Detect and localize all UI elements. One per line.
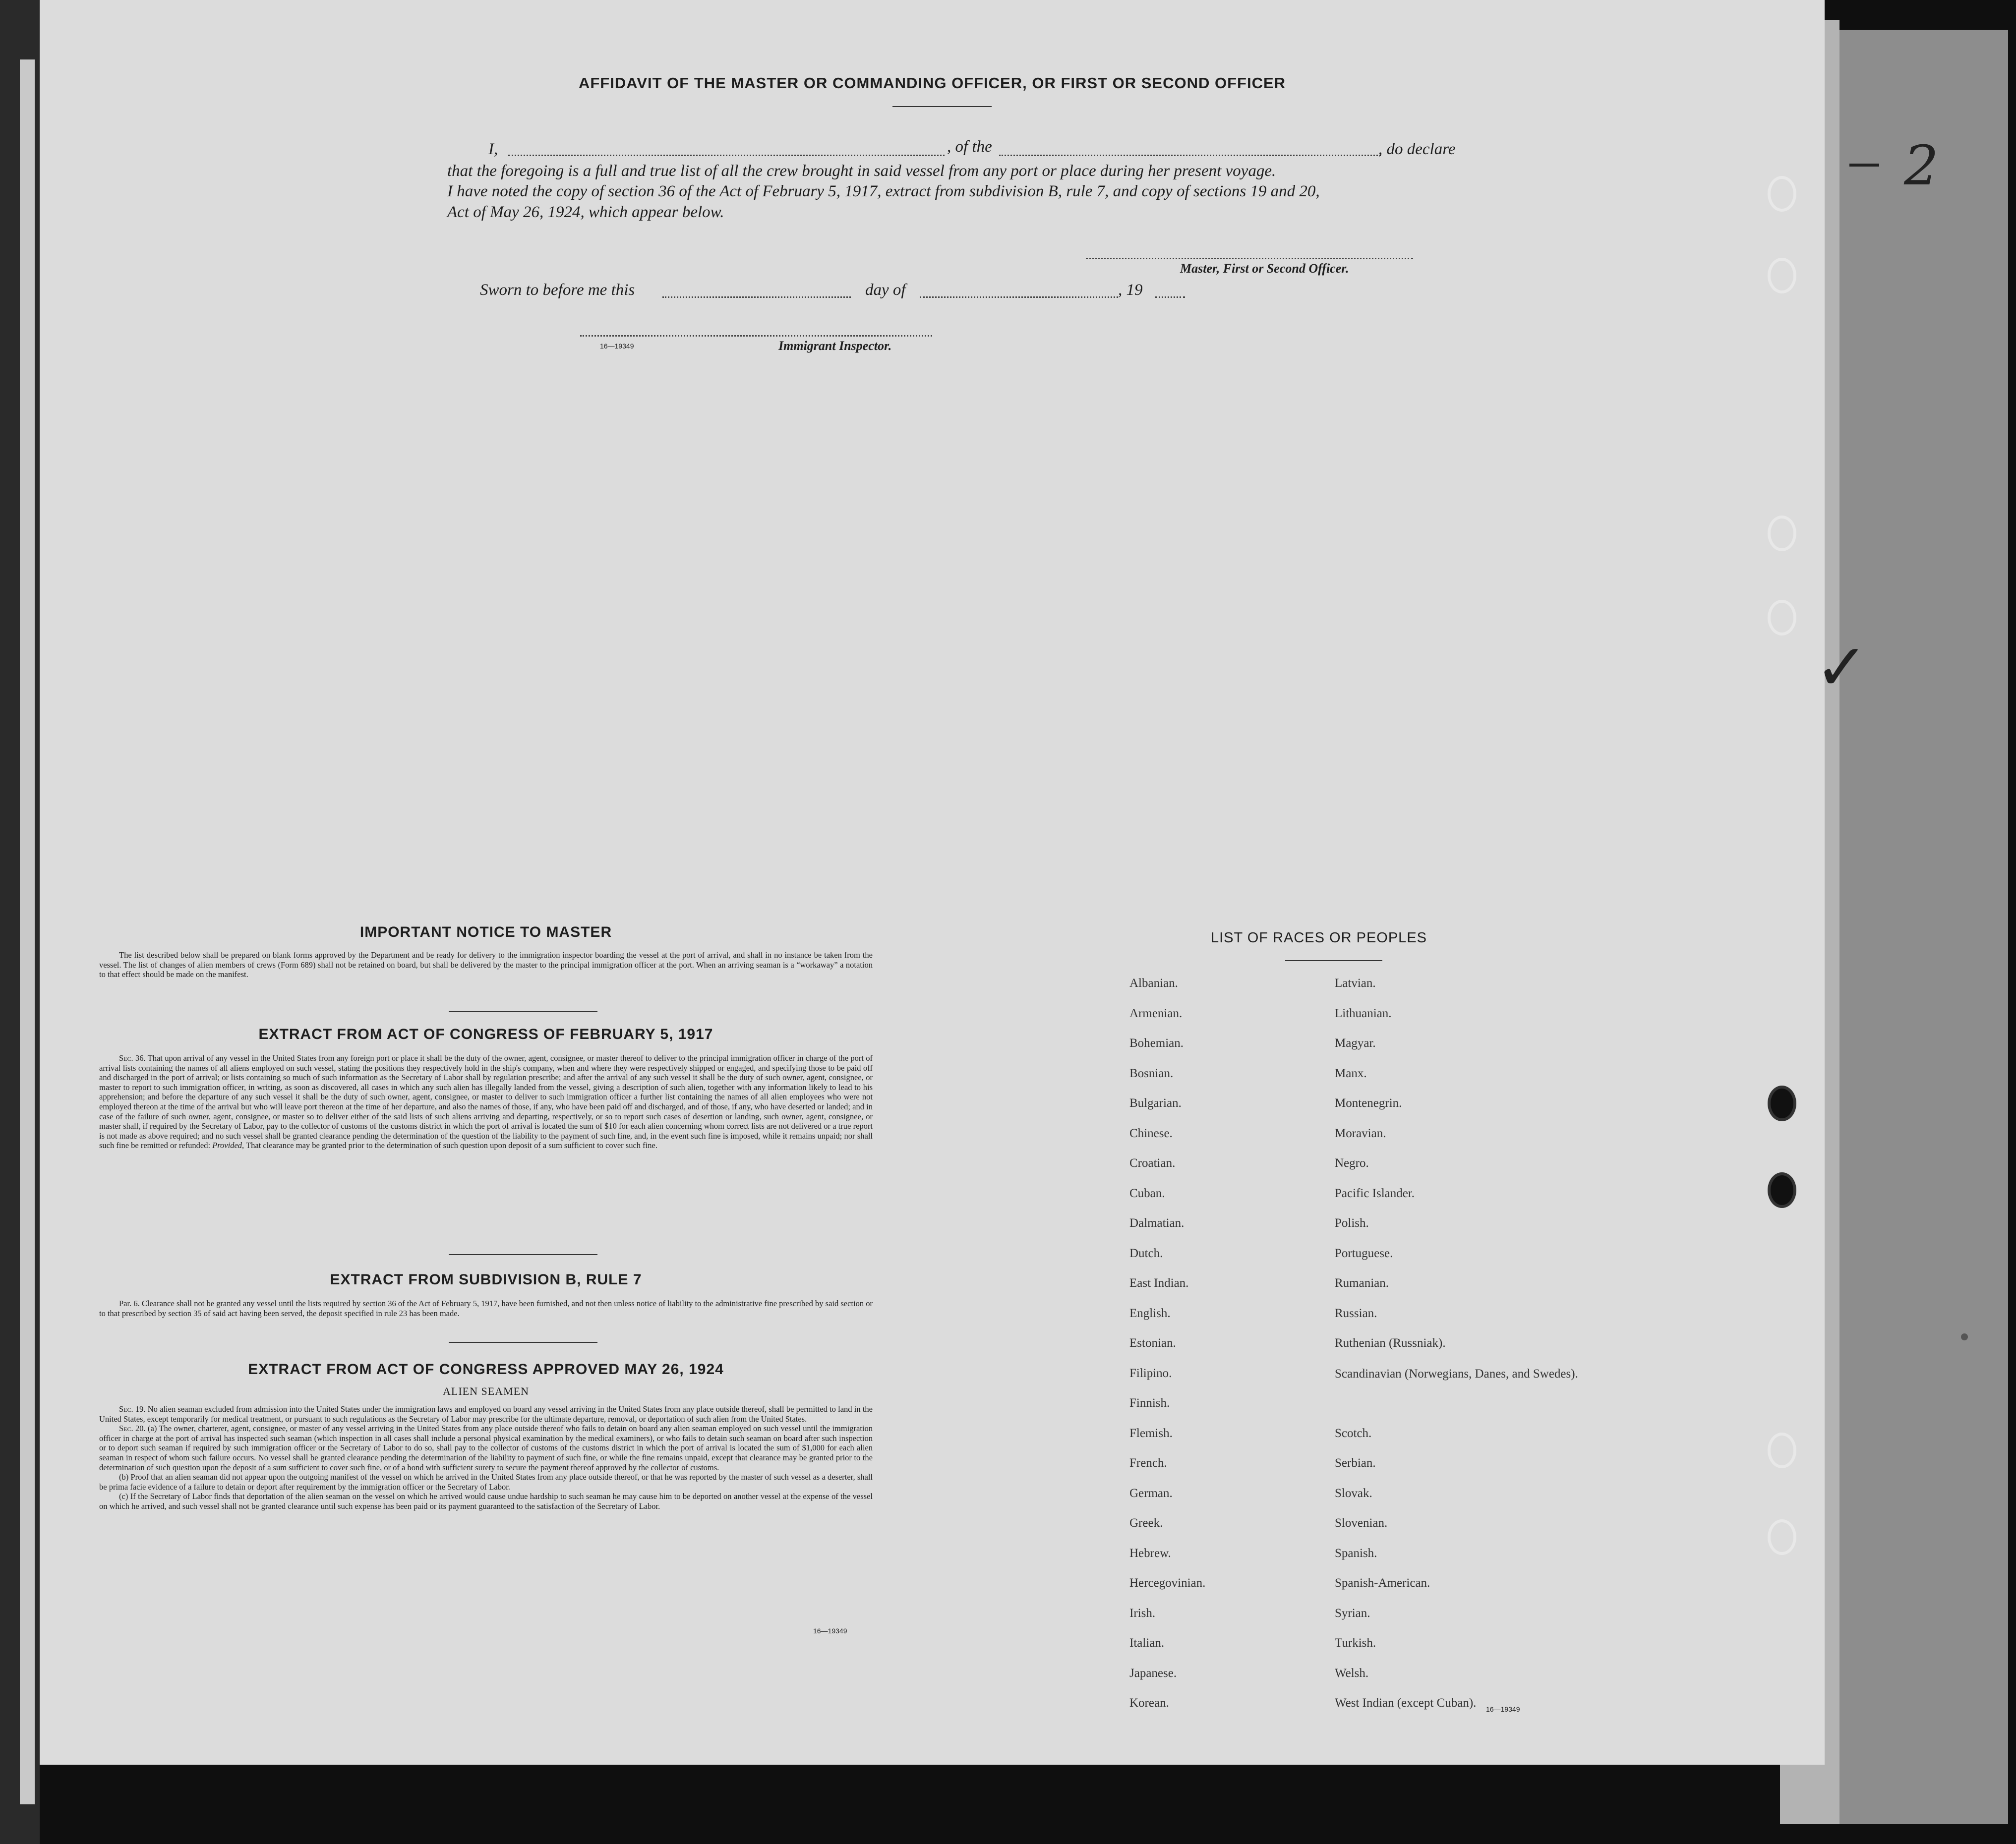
rule-7-text (99, 1299, 873, 1318)
left-page-edge (20, 59, 35, 1804)
sec-36-end: That clearance may be granted prior to the determination of such question upon deposit of a sum sufficient to cover such fine. (246, 1141, 657, 1151)
notice-paragraph: The list described below shall be prepared on blank forms approved by the Department and be ready for delivery to the immigration inspector boarding the vessel at the port of arrival, and shall in no instance be taken from the vessel. The list of changes of alien members of crews (Form 689) shall not be retained on board, but shall be delivered by the master to the principal immigration officer at the port. When an arriving seaman is a “workaway” a notation to that effect should be made on the manifest. (99, 950, 873, 980)
affidavit-line-4: Act of May 26, 1924, which appear below. (447, 203, 724, 221)
title-rule (892, 106, 992, 107)
race-item: Armenian. (1129, 1006, 1183, 1020)
sec-19-paragraph (99, 1404, 873, 1424)
name-blank[interactable] (508, 155, 945, 156)
race-item: Dutch. (1129, 1246, 1163, 1260)
race-item: Ruthenian (Russniak). (1335, 1336, 1446, 1350)
inspector-signature-line[interactable] (580, 335, 932, 337)
race-item: Magyar. (1335, 1037, 1376, 1050)
affidavit-declare: , do declare (1378, 140, 1456, 158)
race-item: Syrian. (1335, 1606, 1370, 1620)
binder-hole (1768, 1519, 1796, 1555)
race-item: Flemish. (1129, 1426, 1173, 1440)
binder-hole (1768, 1172, 1796, 1208)
notice-title: IMPORTANT NOTICE TO MASTER (359, 924, 612, 940)
affidavit-line-2: that the foregoing is a full and true list of all the crew brought in said vessel from any port or place during her present voyage. (447, 162, 1276, 180)
vessel-blank[interactable] (999, 155, 1381, 156)
extract-1924-title: EXTRACT FROM ACT OF CONGRESS APPROVED MAY 26, 1924 (248, 1361, 724, 1378)
race-item: Slovenian. (1335, 1516, 1388, 1530)
race-item: West Indian (except Cuban). (1335, 1696, 1477, 1710)
affidavit-form-number: 16—19349 (600, 342, 634, 350)
sec-36-label: Sec. 36. (119, 1053, 146, 1063)
handwritten-check-mark: ✓ (1815, 630, 1869, 705)
sworn-month-blank[interactable] (920, 296, 1118, 298)
race-item: Serbian. (1335, 1456, 1376, 1470)
races-rule (1285, 960, 1382, 961)
sec-20-label: Sec. 20. (119, 1424, 146, 1434)
extract-1917-text (99, 1053, 873, 1151)
race-item: Portuguese. (1335, 1246, 1393, 1260)
race-item: Montenegrin. (1335, 1096, 1402, 1110)
master-signature-line[interactable] (1086, 258, 1413, 259)
race-item: Scandinavian (Norwegians, Danes, and Swedes). (1335, 1367, 1578, 1381)
races-title: LIST OF RACES OR PEOPLES (1210, 930, 1427, 946)
ink-dot (1961, 1333, 1968, 1340)
affidavit-title: AFFIDAVIT OF THE MASTER OR COMMANDING OFFICER, OR FIRST OR SECOND OFFICER (578, 74, 1286, 92)
alien-seamen-heading: ALIEN SEAMEN (443, 1385, 529, 1397)
race-item: Estonian. (1129, 1336, 1176, 1350)
races-column-2 (1335, 977, 1578, 1727)
binder-hole (1768, 176, 1796, 212)
notice-rule (449, 1011, 597, 1012)
race-item: Spanish-American. (1335, 1576, 1430, 1590)
year-text: , 19 (1118, 281, 1143, 299)
rule-7-paragraph: Par. 6. Clearance shall not be granted any vessel until the lists required by section 36 of the Act of February 5, 1917, have been furnished, and not then unless notice of liability to the administrative fine prescribed by said section or to that prescribed by section 35 of said act having been served, the deposit specified in rule 23 has been made. (99, 1299, 873, 1318)
sec-20c-paragraph: (c) If the Secretary of Labor finds that deportation of the alien seaman on the vessel on which he arrived would cause undue hardship to such seaman he may cause him to be deported on another vessel at the expense of the vessel on which he arrived, and such vessel shall not be granted clearance until such expense has been paid or its payment guaranteed to the satisfaction of the Secretary of Labor. (99, 1492, 873, 1511)
race-item: Hercegovinian. (1129, 1576, 1206, 1590)
rule-7-title: EXTRACT FROM SUBDIVISION B, RULE 7 (330, 1271, 642, 1288)
binder-hole (1768, 600, 1796, 635)
race-item: Hebrew. (1129, 1546, 1171, 1560)
race-item: German. (1129, 1486, 1173, 1500)
race-item: Bulgarian. (1129, 1096, 1182, 1110)
sec-36-paragraph (99, 1053, 873, 1151)
race-item: Croatian. (1129, 1156, 1176, 1170)
race-item: Lithuanian. (1335, 1006, 1392, 1020)
day-of-text: day of (865, 281, 906, 299)
sec-20a-paragraph (99, 1424, 873, 1472)
binder-hole (1768, 258, 1796, 293)
race-item: Japanese. (1129, 1666, 1177, 1680)
sworn-day-blank[interactable] (662, 296, 851, 298)
race-item: Pacific Islander. (1335, 1186, 1415, 1200)
race-item: Scotch. (1335, 1426, 1372, 1440)
race-item: Spanish. (1335, 1546, 1377, 1560)
master-signature-label: Master, First or Second Officer. (1180, 261, 1349, 276)
sworn-text: Sworn to before me this (480, 281, 635, 299)
inspector-label: Immigrant Inspector. (778, 339, 892, 353)
race-item: East Indian. (1129, 1276, 1189, 1290)
race-item: Negro. (1335, 1156, 1369, 1170)
year-blank[interactable] (1155, 296, 1185, 298)
left-binding-strip (0, 0, 40, 1844)
race-item: Cuban. (1129, 1186, 1165, 1200)
sec-19-body: No alien seaman excluded from admission into the United States under the immigration laws and employed on board any vessel arriving in the United States from any place outside thereof, shall be permitted to land in the United States, except temporarily for medical treatment, or pursuant to such regulations as the Secretary of Labor may prescribe for the ultimate departure, removal, or deportation of such alien from the United States. (99, 1404, 873, 1424)
legal-form-number: 16—19349 (813, 1627, 847, 1635)
race-item: Filipino. (1129, 1366, 1172, 1380)
extract-1917-title: EXTRACT FROM ACT OF CONGRESS OF FEBRUARY 5, 1917 (258, 1026, 713, 1042)
race-item: Russian. (1335, 1306, 1377, 1320)
race-item: Slovak. (1335, 1486, 1372, 1500)
document-page (40, 0, 1825, 1765)
race-item: Chinese. (1129, 1126, 1173, 1140)
race-item: Dalmatian. (1129, 1216, 1185, 1230)
affidavit-of-the: , of the (947, 138, 992, 156)
race-item: Turkish. (1335, 1636, 1376, 1650)
rule-7-rule (449, 1342, 597, 1343)
provided-word: Provided, (212, 1141, 244, 1151)
race-item: Bosnian. (1129, 1066, 1174, 1080)
race-item: Albanian. (1129, 977, 1178, 990)
sec-20b-paragraph: (b) Proof that an alien seaman did not appear upon the outgoing manifest of the vessel on which he arrived in the United States from any place outside thereof, or that he was reported by the master of such vessel as a deserter, shall be prima facie evidence of a failure to detain or deport after requirement by the immigration officer or the Secretary of Labor. (99, 1472, 873, 1492)
affidavit-i: I, (488, 140, 498, 158)
race-item: Bohemian. (1129, 1037, 1184, 1050)
sec-36-body: That upon arrival of any vessel in the United States from any foreign port or place it shall be the duty of the owner, agent, consignee, or master thereof to deliver to the principal immigration officer in charge of the port of arrival lists containing the names of all aliens employed on such vessel, stating the positions they respectively hold in the ship's company, when and where they were respectively shipped or engaged, and specifying those to be paid off and discharged in the port of arrival; or lists containing so much of such information as the Secretary of Labor shall by regulation prescribe; and after the arrival of any such vessel it shall be the duty of such owner, agent, consignee, or master to report to such immigration officer, in writing, as soon as discovered, all cases in which any such alien has illegally landed from the vessel, giving a description of such alien, together with any information likely to lead to his apprehension; and before the departure of any such vessel it shall be the duty of such owner, agent, consignee, or master to deliver to such immigration officer a further list containing the names of all alien employees who were not employed thereon at the time of the arrival but who will leave port thereon at the time of her departure, and also the names of those, if any, who have been paid off and discharged, and of those, if any, who have deserted or landed; and in case of the failure of such owner, agent, consignee, or master so to deliver either of the said lists of such aliens arriving and departing, respectively, or so to report such cases of desertion or landing, such owner, agent, consignee, or master shall, if required by the Secretary of Labor, pay to the collector of customs of the customs district in which the port of arrival is located the sum of $10 for each alien concerning whom correct lists are not delivered or a true report is not made as above required; and no such vessel shall be granted clearance pending the determination of the question of the liability to the payment of such fine, and, in the event such fine is imposed, while it remains unpaid; nor shall such fine be remitted or refunded: (99, 1053, 873, 1151)
handwritten-page-number: 2 (1904, 134, 1939, 197)
races-column-1 (1129, 977, 1205, 1727)
race-item: Moravian. (1335, 1126, 1386, 1140)
race-item: French. (1129, 1456, 1167, 1470)
race-item: Latvian. (1335, 977, 1376, 990)
extract-1924-text (99, 1404, 873, 1511)
race-item: Welsh. (1335, 1666, 1369, 1680)
race-item: Irish. (1129, 1606, 1156, 1620)
underlying-page (1810, 30, 2008, 1824)
binder-hole (1768, 516, 1796, 551)
handwritten-dash (1849, 164, 1879, 167)
affidavit-line-3: I have noted the copy of section 36 of the Act of February 5, 1917, extract from subdivision B, rule 7, and copy of sections 19 and 20, (447, 182, 1320, 200)
sec-20a-body: (a) The owner, charterer, agent, consignee, or master of any vessel arriving in the United States from any place outside thereof who fails to detain on board any alien seaman employed on such vessel until the immigration officer in charge at the port of arrival has inspected such seaman (which inspection in all cases shall include a personal physical examination by the medical examiners), or who fails to detain such seaman on board after such inspection or to deport such seaman if required by such immigration officer or the Secretary of Labor to do so, shall pay to the collector of customs of the customs district in which the port of arrival is located the sum of $1,000 for each alien seaman in respect of whom such failure occurs. No vessel shall be granted clearance pending the determination of the liability to payment of such fine, or while the fine remains unpaid, except that clearance may be granted prior to the determination of such question upon the deposit of a sum sufficient to cover such fine, or of a bond with sufficient surety to secure the payment thereof approved by the collector of customs. (99, 1424, 873, 1472)
race-item: Finnish. (1129, 1396, 1170, 1410)
sec-19-label: Sec. 19. (119, 1404, 146, 1414)
binder-hole (1768, 1086, 1796, 1121)
race-item: Korean. (1129, 1696, 1169, 1710)
race-item: Italian. (1129, 1636, 1165, 1650)
race-item: Greek. (1129, 1516, 1163, 1530)
extract-1917-rule (449, 1254, 597, 1255)
notice-text (99, 950, 873, 980)
races-form-number: 16—19349 (1486, 1705, 1520, 1713)
race-item: Polish. (1335, 1216, 1369, 1230)
race-item: English. (1129, 1306, 1171, 1320)
race-item: Manx. (1335, 1066, 1367, 1080)
race-item: Rumanian. (1335, 1276, 1389, 1290)
binder-hole (1768, 1433, 1796, 1468)
